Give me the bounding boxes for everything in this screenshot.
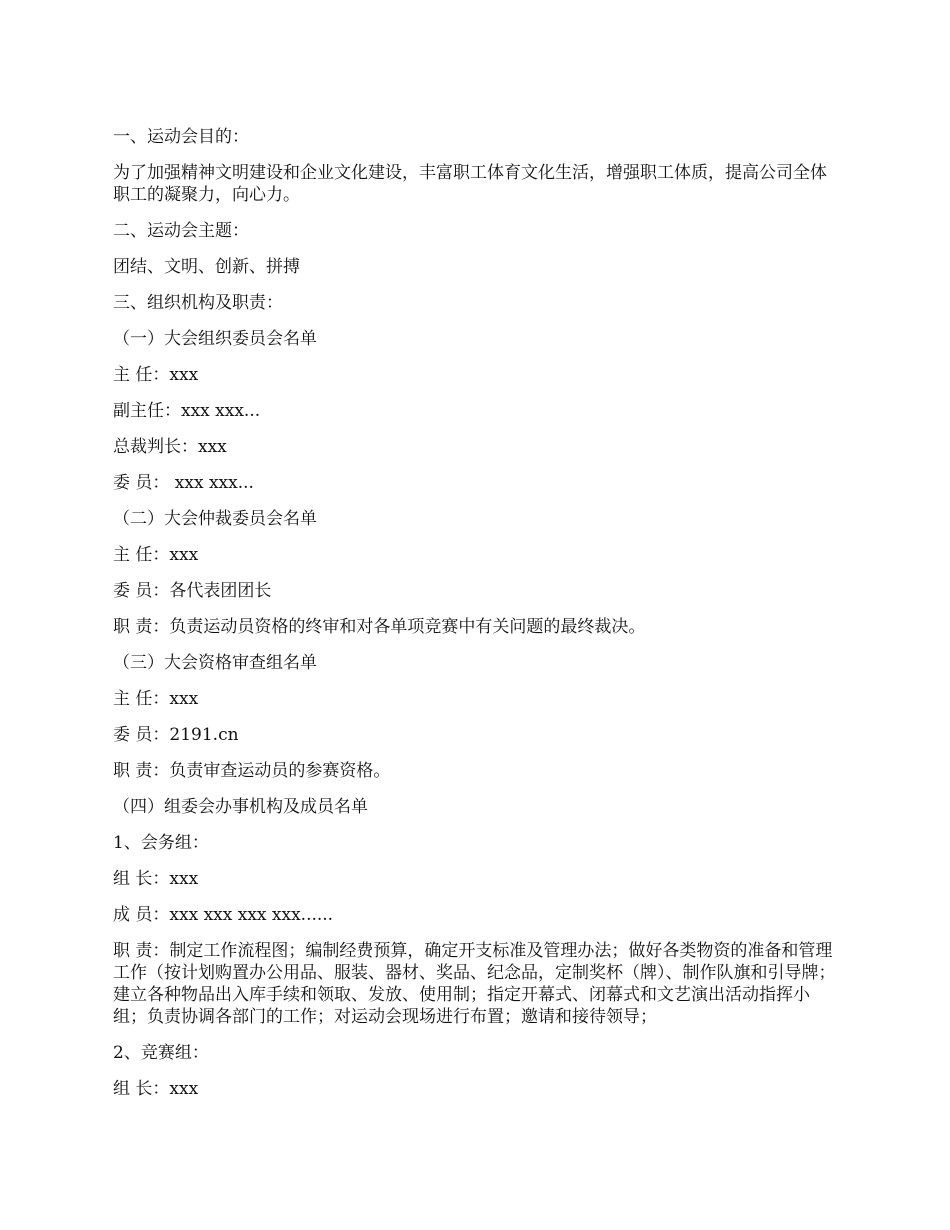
line-duties: 职 责：负责运动员资格的终审和对各单项竞赛中有关问题的最终裁决。 bbox=[113, 617, 646, 637]
line-deputy-director: 副主任：xxx xxx... bbox=[113, 401, 261, 421]
line-chief-referee: 总裁判长：xxx bbox=[113, 437, 227, 457]
heading-organization: 三、组织机构及职责： bbox=[113, 293, 283, 313]
heading-competition-group: 2、竞赛组： bbox=[113, 1043, 209, 1063]
line-group-members: 成 员：xxx xxx xxx xxx...... bbox=[113, 905, 334, 925]
line-duties: 职 责：负责审查运动员的参赛资格。 bbox=[113, 761, 391, 781]
line-director: 主 任：xxx bbox=[113, 545, 199, 565]
paragraph-purpose: 为了加强精神文明建设和企业文化建设，丰富职工体育文化生活，增强职工体质，提高公司全体职工的凝聚力，向心力。 bbox=[113, 163, 827, 205]
line-members: 委 员：2191.cn bbox=[113, 725, 239, 745]
paragraph-conference-duties: 职 责：制定工作流程图；编制经费预算，确定开支标准及管理办法；做好各类物资的准备和管理工作（按计划购置办公用品、服装、器材、奖品、纪念品，定制奖杯（牌）、制作队旗和引导牌；建立各种物品出入库手续和领取、发放、使用制；指定开幕式、闭幕式和文艺演出活动指挥小组；负责协调各部门的工作；对运动会现场进行布置；邀请和接待领导； bbox=[113, 941, 836, 1027]
heading-conference-group: 1、会务组： bbox=[113, 833, 209, 853]
section-arbitration-committee: （二）大会仲裁委员会名单 bbox=[113, 509, 317, 529]
heading-purpose: 一、运动会目的： bbox=[113, 127, 249, 147]
line-director: 主 任：xxx bbox=[113, 689, 199, 709]
line-group-leader: 组 长：xxx bbox=[113, 869, 199, 889]
line-members: 委 员： xxx xxx... bbox=[113, 473, 254, 493]
section-organizing-committee: （一）大会组织委员会名单 bbox=[113, 329, 317, 349]
section-qualification-review: （三）大会资格审查组名单 bbox=[113, 653, 317, 673]
section-office-structure: （四）组委会办事机构及成员名单 bbox=[113, 797, 368, 817]
line-director: 主 任：xxx bbox=[113, 365, 199, 385]
line-members: 委 员：各代表团团长 bbox=[113, 581, 272, 601]
heading-theme: 二、运动会主题： bbox=[113, 221, 249, 241]
line-group-leader: 组 长：xxx bbox=[113, 1079, 199, 1099]
paragraph-theme: 团结、文明、创新、拼搏 bbox=[113, 257, 300, 277]
document-page bbox=[113, 126, 843, 1114]
